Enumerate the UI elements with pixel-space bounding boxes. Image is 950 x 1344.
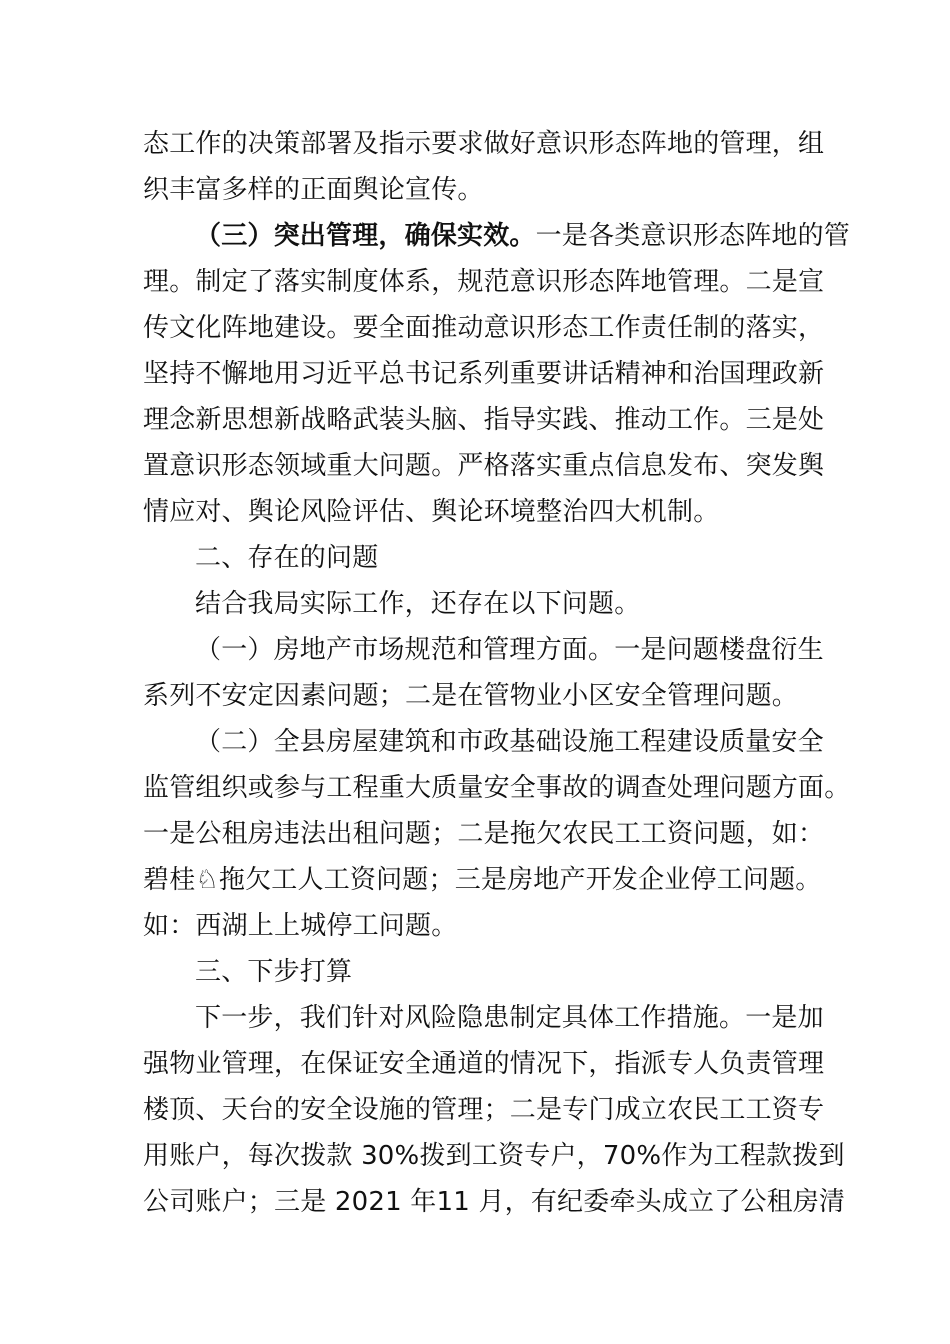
- paragraph-line: 情应对、舆论风险评估、舆论环境整治四大机制。: [143, 497, 720, 527]
- paragraph-line: （二）全县房屋建筑和市政基础设施工程建设质量安全: [195, 727, 824, 757]
- paragraph-line: 公司账户；三是 2021 年11 月，有纪委牵头成立了公租房清: [143, 1187, 846, 1217]
- paragraph-line: 置意识形态领域重大问题。严格落实重点信息发布、突发舆: [143, 451, 825, 481]
- paragraph-line: 碧桂♘拖欠工人工资问题；三是房地产开发企业停工问题。: [143, 865, 822, 895]
- paragraph-line: 态工作的决策部署及指示要求做好意识形态阵地的管理，组: [143, 129, 825, 159]
- paragraph-line: 如：西湖上上城停工问题。: [143, 911, 458, 941]
- section-heading: （三）突出管理，确保实效。: [195, 221, 536, 251]
- paragraph-line: 系列不安定因素问题；二是在管物业小区安全管理问题。: [143, 681, 799, 711]
- paragraph-line: 强物业管理，在保证安全通道的情况下，指派专人负责管理: [143, 1049, 825, 1079]
- paragraph-line: 理。制定了落实制度体系，规范意识形态阵地管理。二是宣: [143, 267, 825, 297]
- paragraph-line: 传文化阵地建设。要全面推动意识形态工作责任制的落实，: [143, 313, 825, 343]
- paragraph-text: 一是各类意识形态阵地的管: [535, 221, 851, 251]
- section-heading: 三、下步打算: [195, 957, 353, 987]
- section-heading: 二、存在的问题: [195, 543, 379, 573]
- paragraph-line: [195, 218, 851, 254]
- paragraph-line: 楼顶、天台的安全设施的管理；二是专门成立农民工工资专: [143, 1095, 825, 1125]
- paragraph-line: 监管组织或参与工程重大质量安全事故的调查处理问题方面。: [143, 773, 851, 803]
- paragraph-line: 织丰富多样的正面舆论宣传。: [143, 175, 484, 205]
- paragraph-line: 一是公租房违法出租问题；二是拖欠农民工工资问题，如：: [143, 819, 825, 849]
- paragraph-line: （一）房地产市场规范和管理方面。一是问题楼盘衍生: [195, 635, 824, 665]
- paragraph-line: 理念新思想新战略武装头脑、指导实践、推动工作。三是处: [143, 405, 825, 435]
- paragraph-line: 用账户，每次拨款 30%拨到工资专户，70%作为工程款拨到: [143, 1141, 845, 1171]
- paragraph-line: 坚持不懈地用习近平总书记系列重要讲话精神和治国理政新: [143, 359, 825, 389]
- paragraph-line: 结合我局实际工作，还存在以下问题。: [195, 589, 641, 619]
- paragraph-line: 下一步，我们针对风险隐患制定具体工作措施。一是加: [195, 1003, 824, 1033]
